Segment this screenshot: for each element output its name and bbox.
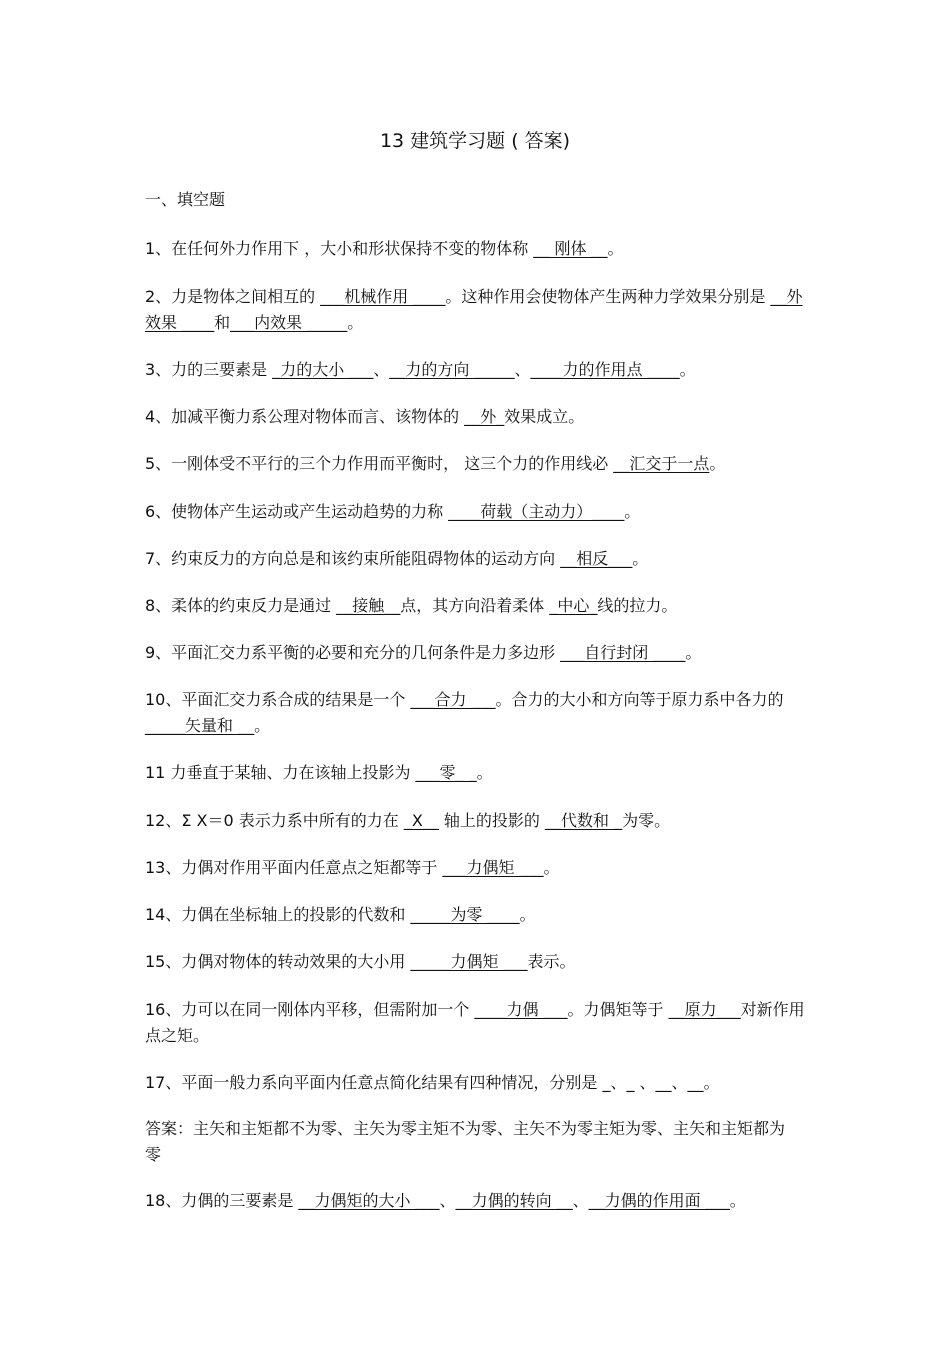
- answer-blank: __接触__: [336, 596, 401, 615]
- answer-blank: _____矢量和 __: [145, 716, 255, 735]
- question-12: 12、Σ X＝0 表示力系中所有的力在 _X__ 轴上的投影的 __代数和 _为零。: [145, 811, 671, 830]
- question-14: 14、力偶在坐标轴上的投影的代数和 _____为零 ____。: [145, 905, 536, 924]
- answer-blank: ___自行封闭 ____: [560, 643, 686, 662]
- answer-blank: _X__: [403, 811, 439, 830]
- question-16: 16、力可以在同一刚体内平移，但需附加一个 ____力偶 ___。力偶矩等于 __原力___对新作用点之矩。: [145, 1000, 805, 1045]
- question-9: 9、平面汇交力系平衡的必要和充分的几何条件是力多边形 ___自行封闭 ____。: [145, 643, 702, 662]
- question-15: 15、力偶对物体的转动效果的大小用 _____力偶矩 ___表示。: [145, 952, 576, 971]
- answer-blank: __ 刚体 __: [533, 239, 608, 258]
- question-8: 8、柔体的约束反力是通过 __接触__点，其方向沿着柔体 _中心_线的拉力。: [145, 596, 678, 615]
- question-5: 5、一刚体受不平行的三个力作用而平衡时， 这三个力的作用线必 __汇交于一点。: [145, 454, 726, 473]
- answer-blank: __代数和 _: [545, 811, 623, 830]
- answer-blank: __相反___: [560, 549, 633, 568]
- answer-blank: __外: [464, 407, 497, 426]
- answer-blank: ____力偶 ___: [474, 1000, 568, 1019]
- answer-blank: ___内效果 _____: [230, 313, 348, 332]
- answer-blank: _、_ 、__、__: [602, 1073, 704, 1092]
- question-17-answer: 答案：主矢和主矩都不为零、主矢为零主矩不为零、主矢不为零主矩为零、主矢和主矩都为零: [145, 1119, 786, 1164]
- answer-blank: ____力的作用点 ____: [530, 360, 680, 379]
- answer-blank: _____力偶矩 ___: [410, 952, 528, 971]
- question-2: 2、力是物体之间相互的 ___机械作用 ____。这种作用会使物体产生两种力学效果分别是 __外效果 ____和___内效果 _____。: [145, 287, 803, 332]
- section-heading: 一、填空题: [145, 190, 226, 209]
- answer-blank: _____为零 ____: [410, 905, 520, 924]
- answer-blank: __力的方向 _____: [389, 360, 515, 379]
- question-7: 7、约束反力的方向总是和该约束所能阻碍物体的运动方向 __相反___。: [145, 549, 649, 568]
- answer-blank: _中心: [549, 596, 590, 615]
- question-1: 1、在任何外力作用下 ，大小和形状保持不变的物体称 __ 刚体 __。: [145, 239, 624, 258]
- question-3: 3、力的三要素是 _力的大小 ___、__力的方向 _____、____力的作用点 ____。: [145, 360, 696, 379]
- answer-blank: ____荷载（主动力）____: [448, 502, 625, 521]
- question-6: 6、使物体产生运动或产生运动趋势的力称 ____荷载（主动力）____。: [145, 502, 641, 521]
- question-13: 13、力偶对作用平面内任意点之矩都等于 ___力偶矩 ___。: [145, 858, 560, 877]
- answer-blank: ___机械作用 ____: [320, 287, 446, 306]
- document-title: 13 建筑学习题 ( 答案): [379, 130, 571, 152]
- answer-blank: ___零_ _: [415, 763, 477, 782]
- answer-blank: __力偶的转向 __: [455, 1191, 573, 1210]
- answer-blank: __力偶的作用面 ___: [588, 1191, 730, 1210]
- question-11: 11 力垂直于某轴、力在该轴上投影为 ___零_ _。: [145, 763, 493, 782]
- question-4: 4、加减平衡力系公理对物体而言、该物体的 __外_效果成立。: [145, 407, 585, 426]
- answer-blank: __外效果 ____: [145, 287, 803, 332]
- answer-blank: __汇交于一点: [613, 454, 710, 473]
- question-10: 10、平面汇交力系合成的结果是一个 ___合力 ___。合力的大小和方向等于原力系中各力的 _____矢量和 __。: [145, 690, 784, 735]
- answer-blank: __原力___: [668, 1000, 741, 1019]
- answer-blank: ___合力 ___: [410, 690, 496, 709]
- question-18: 18、力偶的三要素是 __力偶矩的大小 ___、__力偶的转向 __、__力偶的作用面 ___。: [145, 1191, 746, 1210]
- answer-blank: _力的大小 ___: [272, 360, 374, 379]
- answer-blank: __力偶矩的大小 ___: [298, 1191, 440, 1210]
- question-17: 17、平面一般力系向平面内任意点简化结果有四种情况，分别是 _、_ 、__、__。: [145, 1073, 720, 1092]
- answer-blank: ___力偶矩 ___: [442, 858, 544, 877]
